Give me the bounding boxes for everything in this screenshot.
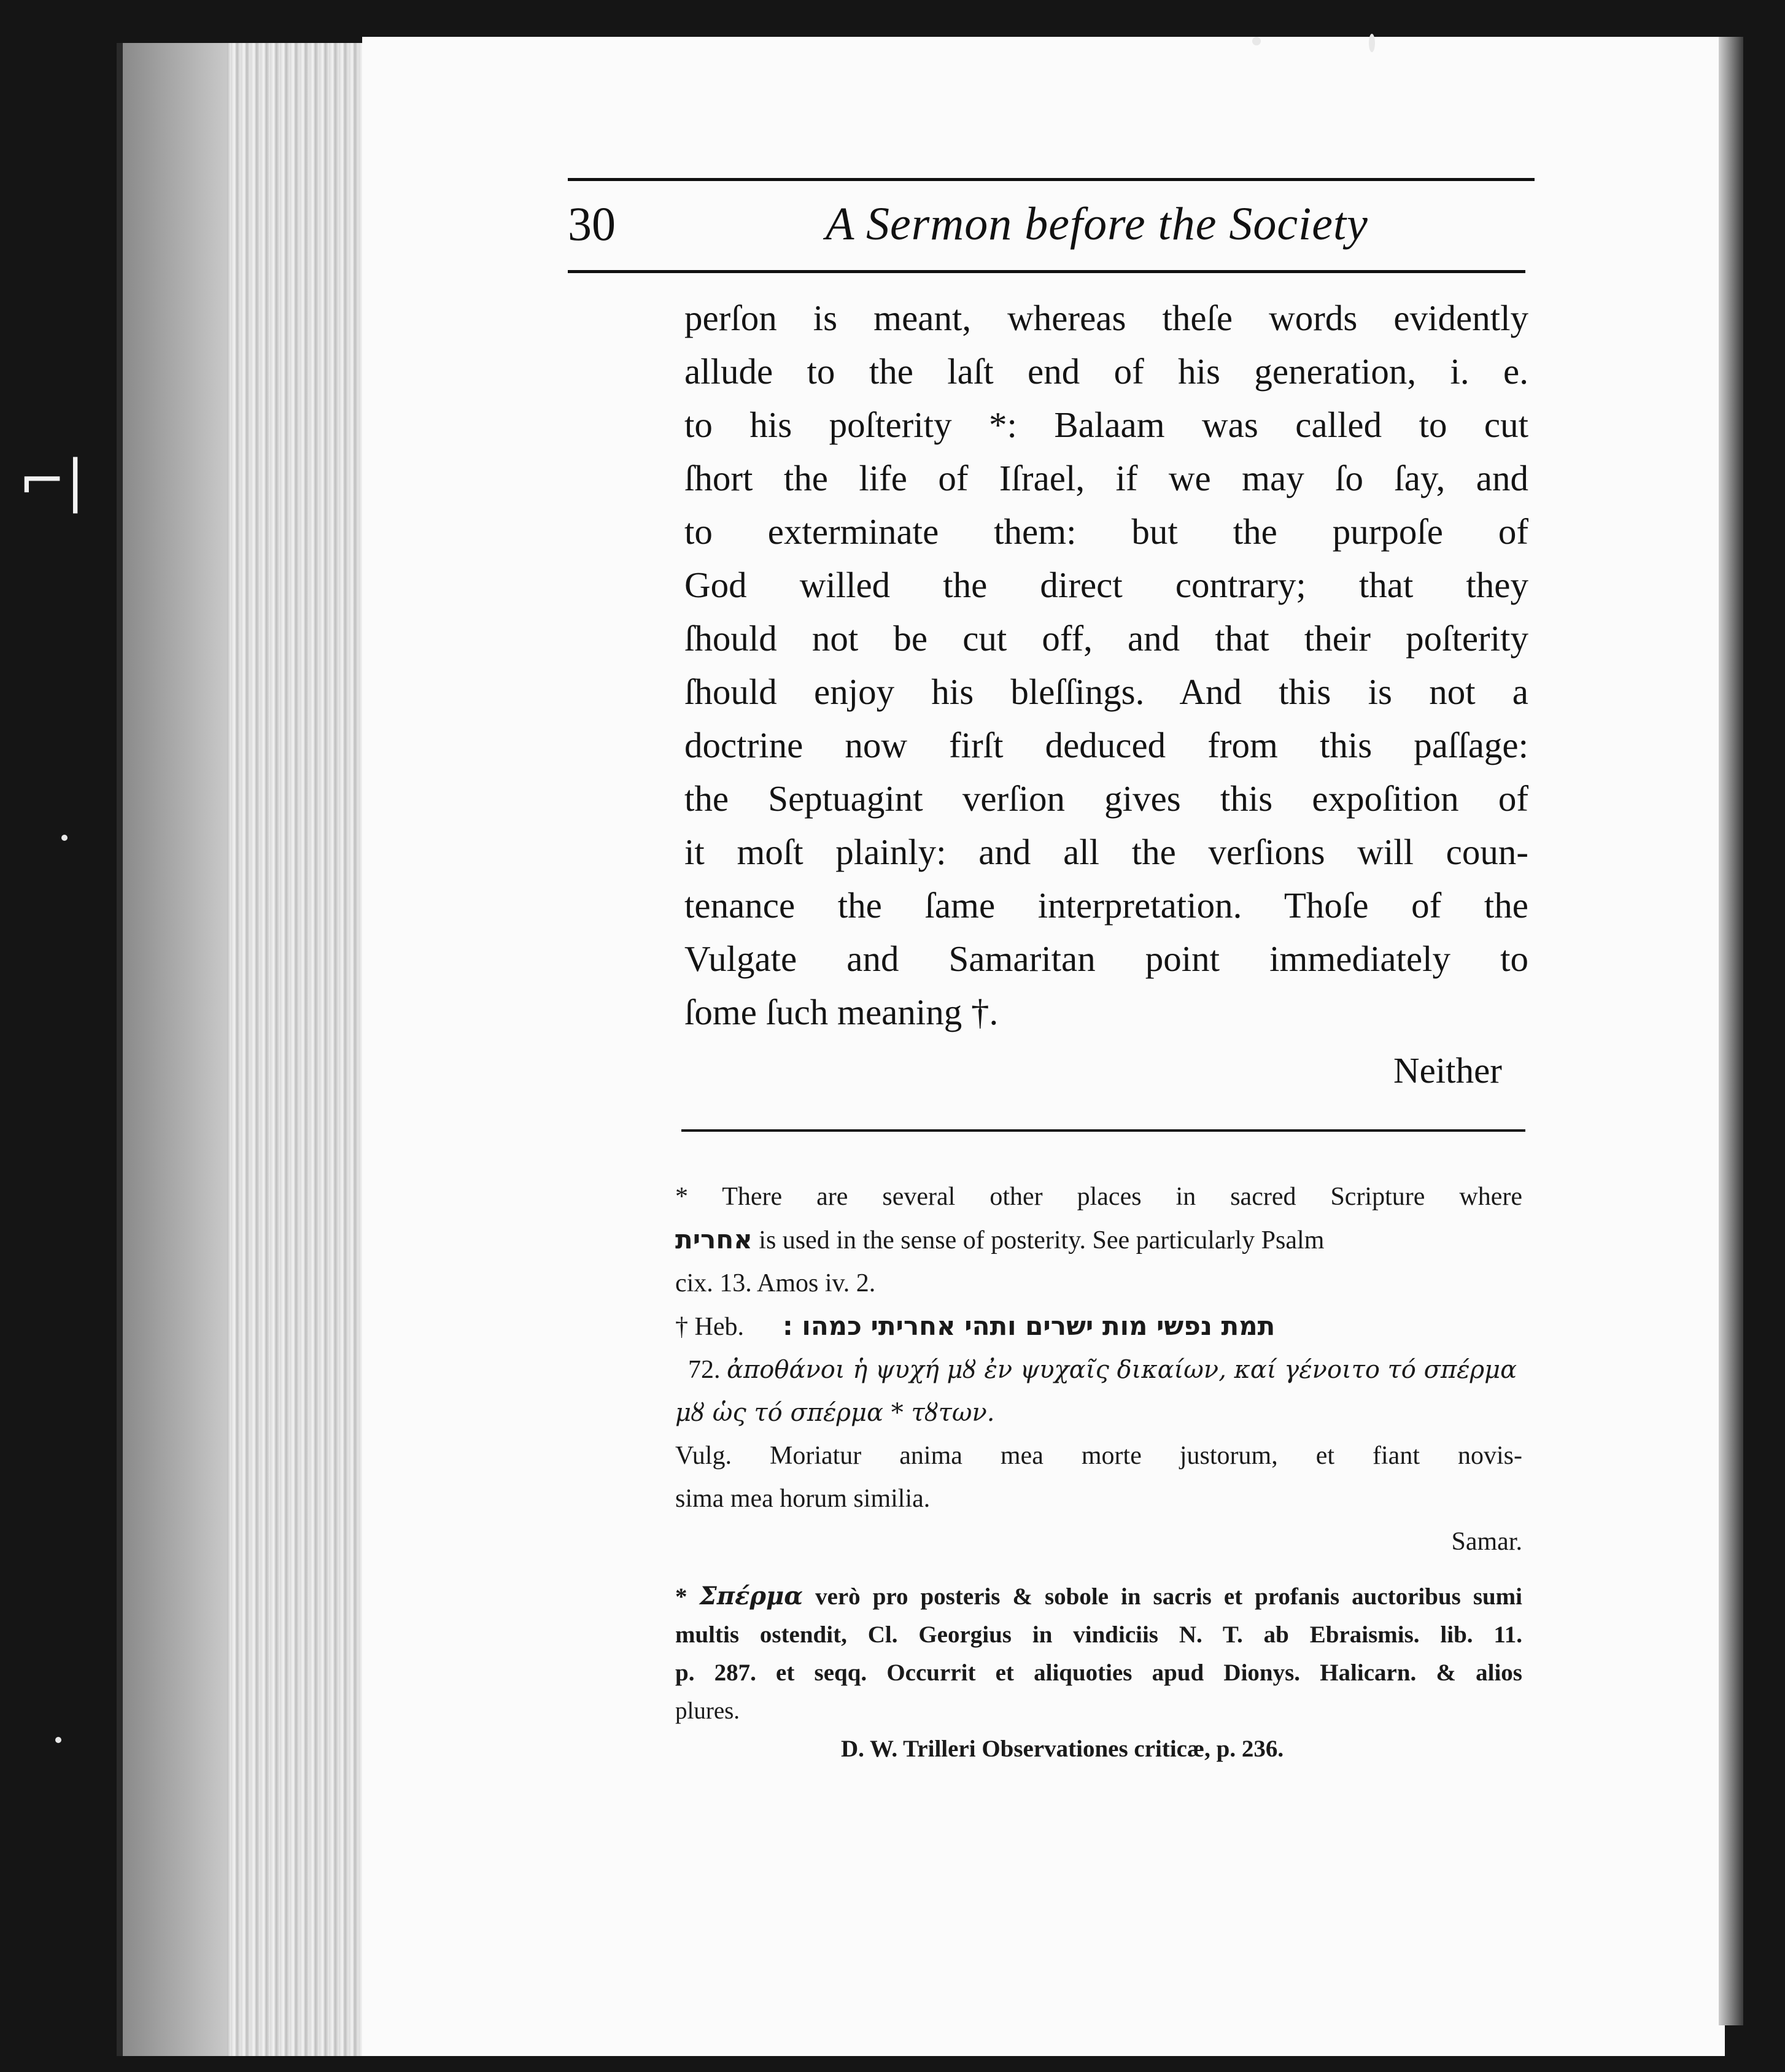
footnote-line [675,1305,1522,1348]
text-line: ſhould enjoy his bleſſings. And this is not a [684,671,1528,712]
text-line: the Septuagint verſion gives this expoſition of [684,778,1528,819]
footnote-line: * There are several other places in sacred Scripture where [675,1183,1522,1211]
text-line: doctrine now firſt deduced from this paſſage: [684,725,1528,765]
running-head: A Sermon before the Society [826,198,1368,250]
page-header [568,196,1525,270]
film-speck [1252,37,1261,45]
film-speck [55,1737,61,1743]
text-line: to exterminate them: but the purpoſe of [684,511,1528,552]
footnote-line: plures. [675,1698,740,1724]
footnote-line [675,1348,1522,1391]
footnote-line: multis ostendit, Cl. Georgius in vindiciis N. T. ab Ebraismis. lib. 11. [675,1622,1522,1648]
text-line: allude to the laſt end of his generation, i. e. [684,351,1528,392]
footnote-marker: † Heb. [675,1313,744,1341]
page-right-shadow [1719,37,1743,2025]
greek-word: Σπέρμα [699,1582,803,1610]
hebrew-verse: תמת נפשי מות ישרים ותהי אחריתי כמהו : [782,1311,1276,1341]
text-line: ſome ſuch meaning †. [684,992,999,1032]
text-line: ſhould not be cut off, and that their poſterity [684,618,1528,659]
septuagint-label: 72. [688,1356,721,1384]
footnote-line [675,1577,1522,1616]
text-line: tenance the ſame interpretation. Thoſe of the [684,885,1528,926]
footnote-line [675,1218,1522,1262]
film-margin-mark: ⌐| [18,448,85,514]
page-edge-shadow [123,43,227,2056]
text-line: ſhort the life of Iſrael, if we may ſo ſay, and [684,458,1528,498]
text-line: God willed the direct contrary; that they [684,565,1528,605]
footnote-line [675,1391,1522,1434]
greek-text: μȣ ὡς τό σπέρμα * τȣτων. [675,1399,995,1427]
footnote-line: p. 287. et seqq. Occurrit et aliquoties apud Dionys. Halicarn. & alios [675,1660,1522,1686]
lower-footnote [675,1577,1522,1768]
film-speck [61,835,68,841]
footnote-marker: * [675,1583,700,1610]
text-line: perſon is meant, whereas theſe words evidently [684,298,1528,338]
footnote-text: verò pro posteris & sobole in sacris et profanis auctoribus sumi [803,1583,1523,1610]
hebrew-word: אחרית [675,1224,753,1254]
page-number: 30 [568,197,616,250]
footnote-line: Vulg. Moriatur anima mea morte justorum, et fiant novis- [675,1442,1522,1470]
footnote-catchword: Samar. [1451,1528,1522,1556]
main-text [684,292,1528,1039]
text-line: it moſt plainly: and all the verſions will coun- [684,832,1528,872]
text-line: to his poſterity *: Balaam was called to cut [684,404,1528,445]
book-page-edges [117,43,381,2056]
footnotes [675,1175,1522,1563]
footnote-line: sima mea horum similia. [675,1485,931,1513]
catchword: Neither [1393,1050,1502,1091]
header-top-rule [568,178,1535,181]
footnote-separator [681,1129,1525,1132]
greek-text: ἀποθάνοι ἡ ψυχή μȣ ἐν ψυχαῖς δικαίων, καί γένοιτο τό σπέρμα [727,1356,1517,1384]
text-line: Vulgate and Samaritan point immediately to [684,938,1528,979]
film-speck [1369,34,1375,52]
footnote-source: D. W. Trilleri Observationes criticæ, p. 236. [841,1736,1284,1762]
footnote-text: is used in the sense of posterity. See particularly Psalm [752,1226,1325,1254]
header-bottom-rule [568,270,1525,273]
footnote-line: cix. 13. Amos iv. 2. [675,1269,876,1297]
